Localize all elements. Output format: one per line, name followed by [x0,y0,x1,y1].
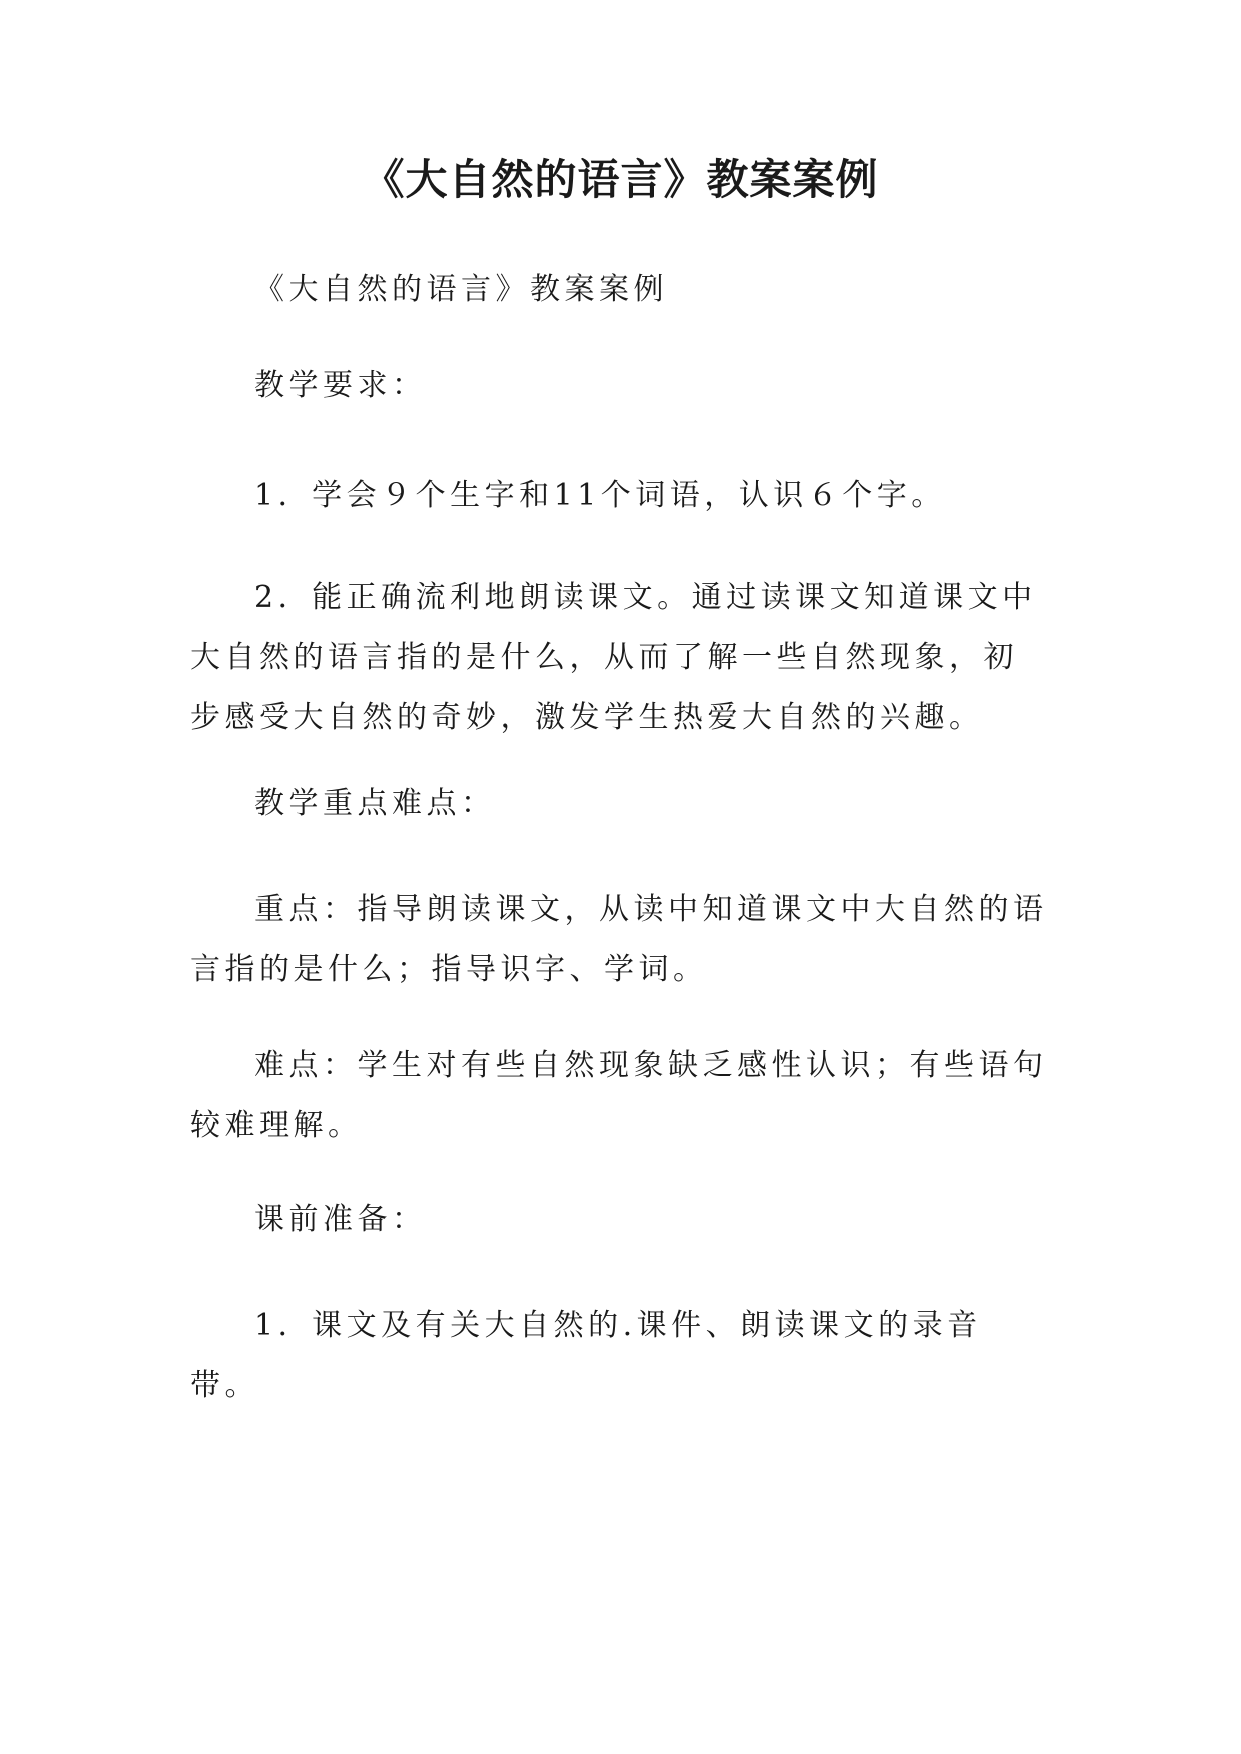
document-title: 《大自然的语言》教案案例 [362,155,879,204]
paragraph-requirement-2: 2．能正确流利地朗读课文。通过读课文知道课文中大自然的语言指的是什么，从而了解一些自然现象，初步感受大自然的奇妙，激发学生热爱大自然的兴趣。 [190,580,1037,735]
paragraph-requirements-heading: 教学要求： [254,368,427,403]
paragraph-requirement-1: 1．学会９个生字和11个词语，认识６个字。 [254,478,946,513]
paragraph-key-points-heading: 教学重点难点： [254,786,496,821]
paragraph-subtitle: 《大自然的语言》教案案例 [254,272,668,307]
paragraph-difficulty: 难点：学生对有些自然现象缺乏感性认识；有些语句较难理解。 [190,1048,1048,1143]
paragraph-preparation-1: 1．课文及有关大自然的.课件、朗读课文的录音带。 [190,1308,982,1403]
paragraph-preparation-heading: 课前准备： [254,1202,427,1237]
paragraph-key-point: 重点：指导朗读课文，从读中知道课文中大自然的语言指的是什么；指导识字、学词。 [190,892,1048,987]
